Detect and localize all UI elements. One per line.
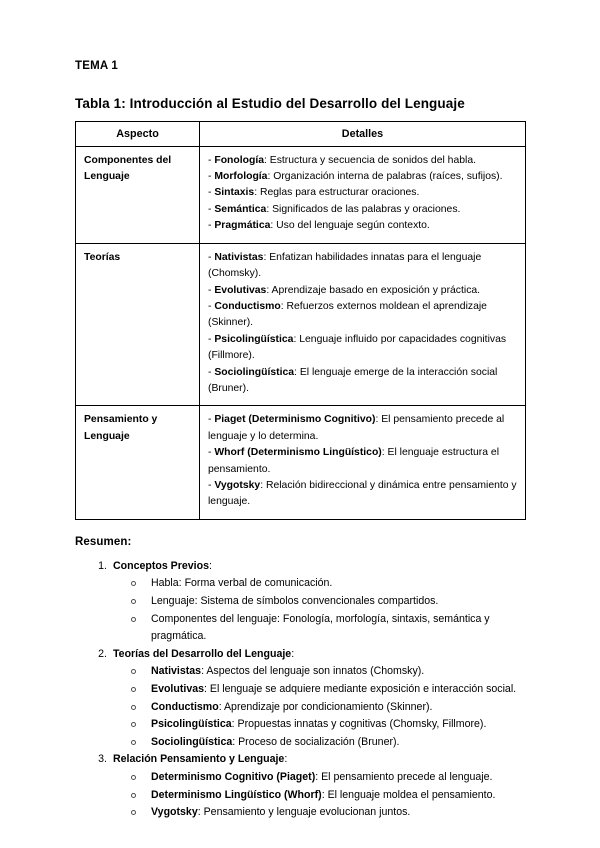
resumen-item-label-suffix: : xyxy=(291,647,295,660)
language-development-table xyxy=(75,121,526,520)
circle-bullet-icon xyxy=(131,810,136,815)
circle-bullet-icon xyxy=(131,599,136,604)
detail-line xyxy=(208,153,517,169)
detail-term: Conductismo xyxy=(214,300,281,312)
resumen-sub-item xyxy=(151,593,525,611)
resumen-sub-term: Sociolingüística xyxy=(151,735,233,748)
aspect-cell: Pensamiento y Lenguaje xyxy=(76,406,200,519)
table-row xyxy=(76,406,526,519)
resumen-item-number: 2. xyxy=(98,647,107,660)
detail-term: Fonología xyxy=(214,154,264,166)
resumen-sub-text: : Aspectos del lenguaje son innatos (Chomsky). xyxy=(201,665,425,678)
detail-line xyxy=(208,185,517,201)
detail-dash: - xyxy=(208,251,215,263)
aspect-cell: Componentes del Lenguaje xyxy=(76,146,200,243)
detail-text: : El pensamiento precede al lenguaje y lo determina. xyxy=(208,414,505,442)
detail-dash: - xyxy=(208,300,215,312)
resumen-sub-text: Componentes del lenguaje: Fonología, morfología, sintaxis, semántica y pragmática. xyxy=(151,612,490,643)
circle-bullet-icon xyxy=(131,581,136,586)
detail-term: Sintaxis xyxy=(214,187,255,199)
details-cell xyxy=(200,406,526,519)
detail-line xyxy=(208,299,517,332)
resumen-sub-text: : El pensamiento precede al lenguaje. xyxy=(315,770,493,783)
detail-text: : El lenguaje emerge de la interacción social (Bruner). xyxy=(208,366,498,394)
detail-line xyxy=(208,478,517,511)
detail-dash: - xyxy=(208,414,215,426)
detail-text: : Organización interna de palabras (raíces, sufijos). xyxy=(267,171,503,183)
detail-term: Morfología xyxy=(214,171,268,183)
resumen-sub-text: : El lenguaje se adquiere mediante exposición e interacción social. xyxy=(204,682,517,695)
detail-text: : Estructura y secuencia de sonidos del habla. xyxy=(264,154,476,166)
detail-dash: - xyxy=(208,187,215,199)
detail-dash: - xyxy=(208,220,215,232)
resumen-outline-list xyxy=(75,558,525,822)
table-row xyxy=(76,146,526,243)
column-header-detalles: Detalles xyxy=(200,121,526,146)
detail-text: : Enfatizan habilidades innatas para el lenguaje (Chomsky). xyxy=(208,251,482,280)
resumen-sublist xyxy=(113,769,525,822)
resumen-sub-item xyxy=(151,804,525,822)
table-body xyxy=(76,146,526,519)
resumen-sub-term: Psicolingüística xyxy=(151,718,232,731)
detail-line xyxy=(208,169,517,185)
circle-bullet-icon xyxy=(131,722,136,727)
resumen-item xyxy=(98,558,525,646)
detail-line xyxy=(208,332,517,365)
detail-dash: - xyxy=(208,284,215,296)
detail-line xyxy=(208,283,517,299)
detail-term: Whorf (Determinismo Lingüístico) xyxy=(214,447,382,459)
resumen-sub-item xyxy=(151,681,525,699)
detail-dash: - xyxy=(208,333,215,345)
resumen-sub-term: Vygotsky xyxy=(151,806,198,819)
detail-line xyxy=(208,202,517,218)
circle-bullet-icon xyxy=(131,793,136,798)
resumen-item-label: Conceptos Previos xyxy=(113,559,209,572)
detail-dash: - xyxy=(208,447,215,459)
detail-text: : Reglas para estructurar oraciones. xyxy=(254,187,420,199)
detail-line xyxy=(208,365,517,398)
aspect-cell: Teorías xyxy=(76,243,200,406)
resumen-sub-item xyxy=(151,611,525,646)
detail-term: Nativistas xyxy=(214,251,264,263)
detail-line xyxy=(208,250,517,283)
detail-dash: - xyxy=(208,171,215,183)
detail-dash: - xyxy=(208,154,215,166)
resumen-sub-item xyxy=(151,699,525,717)
column-header-aspecto: Aspecto xyxy=(76,121,200,146)
table-head xyxy=(76,121,526,146)
resumen-item-label-suffix: : xyxy=(284,753,288,766)
circle-bullet-icon xyxy=(131,740,136,745)
detail-term: Psicolingüística xyxy=(214,333,294,345)
resumen-sub-item xyxy=(151,575,525,593)
resumen-sub-text: : Propuestas innatas y cognitivas (Chomsky, Fillmore). xyxy=(231,718,487,731)
resumen-sublist xyxy=(113,663,525,751)
detail-term: Sociolingüística xyxy=(214,366,295,378)
resumen-sub-item xyxy=(151,716,525,734)
detail-term: Evolutivas xyxy=(214,284,267,296)
detail-term: Pragmática xyxy=(214,220,271,232)
detail-text: : Significados de las palabras y oraciones. xyxy=(266,203,461,215)
circle-bullet-icon xyxy=(131,775,136,780)
resumen-sub-text: : El lenguaje moldea el pensamiento. xyxy=(321,788,496,801)
resumen-sub-item xyxy=(151,769,525,787)
detail-line xyxy=(208,445,517,478)
resumen-heading: Resumen: xyxy=(75,535,132,548)
resumen-item-number: 3. xyxy=(98,753,107,766)
circle-bullet-icon xyxy=(131,705,136,710)
details-cell xyxy=(200,146,526,243)
resumen-sub-text: Lenguaje: Sistema de símbolos convencionales compartidos. xyxy=(151,594,439,607)
resumen-item xyxy=(98,751,525,821)
resumen-item-number: 1. xyxy=(98,559,107,572)
detail-line xyxy=(208,412,517,445)
resumen-sub-item xyxy=(151,734,525,752)
detail-dash: - xyxy=(208,203,215,215)
table-caption: Tabla 1: Introducción al Estudio del Desarrollo del Lenguaje xyxy=(75,95,465,111)
detail-term: Piaget (Determinismo Cognitivo) xyxy=(214,414,376,426)
detail-dash: - xyxy=(208,479,215,491)
resumen-item-label-suffix: : xyxy=(208,559,212,572)
detail-text: : Aprendizaje basado en exposición y práctica. xyxy=(266,284,481,296)
detail-text: : Uso del lenguaje según contexto. xyxy=(270,220,430,232)
detail-dash: - xyxy=(208,366,215,378)
detail-term: Semántica xyxy=(214,203,267,215)
resumen-item-label: Teorías del Desarrollo del Lenguaje xyxy=(113,647,292,660)
resumen-sub-text: Habla: Forma verbal de comunicación. xyxy=(151,577,333,590)
resumen-sub-term: Determinismo Cognitivo (Piaget) xyxy=(151,770,316,783)
resumen-sub-item xyxy=(151,787,525,805)
details-cell xyxy=(200,243,526,406)
resumen-item-label: Relación Pensamiento y Lenguaje xyxy=(113,753,285,766)
detail-line xyxy=(208,218,517,234)
resumen-sub-item xyxy=(151,663,525,681)
page-title: TEMA 1 xyxy=(75,60,118,72)
resumen-sub-term: Nativistas xyxy=(151,665,202,678)
resumen-sub-text: : Proceso de socialización (Bruner). xyxy=(232,735,400,748)
table-header-row xyxy=(76,121,526,146)
detail-term: Vygotsky xyxy=(214,479,261,491)
resumen-sub-text: : Aprendizaje por condicionamiento (Skinner). xyxy=(218,700,433,713)
resumen-sub-term: Evolutivas xyxy=(151,682,204,695)
resumen-sub-text: : Pensamiento y lenguaje evolucionan juntos. xyxy=(197,806,411,819)
resumen-sub-term: Determinismo Lingüístico (Whorf) xyxy=(151,788,322,801)
detail-text: : Refuerzos externos moldean el aprendizaje (Skinner). xyxy=(208,300,487,329)
detail-text: : Lenguaje influido por capacidades cognitivas (Fillmore). xyxy=(208,333,507,362)
detail-text: : El lenguaje estructura el pensamiento. xyxy=(208,447,500,475)
circle-bullet-icon xyxy=(131,617,136,622)
circle-bullet-icon xyxy=(131,669,136,674)
resumen-sub-term: Conductismo xyxy=(151,700,219,713)
resumen-item xyxy=(98,646,525,752)
resumen-sublist xyxy=(113,575,525,645)
circle-bullet-icon xyxy=(131,687,136,692)
detail-text: : Relación bidireccional y dinámica entre pensamiento y lenguaje. xyxy=(208,479,517,508)
table-row xyxy=(76,243,526,406)
